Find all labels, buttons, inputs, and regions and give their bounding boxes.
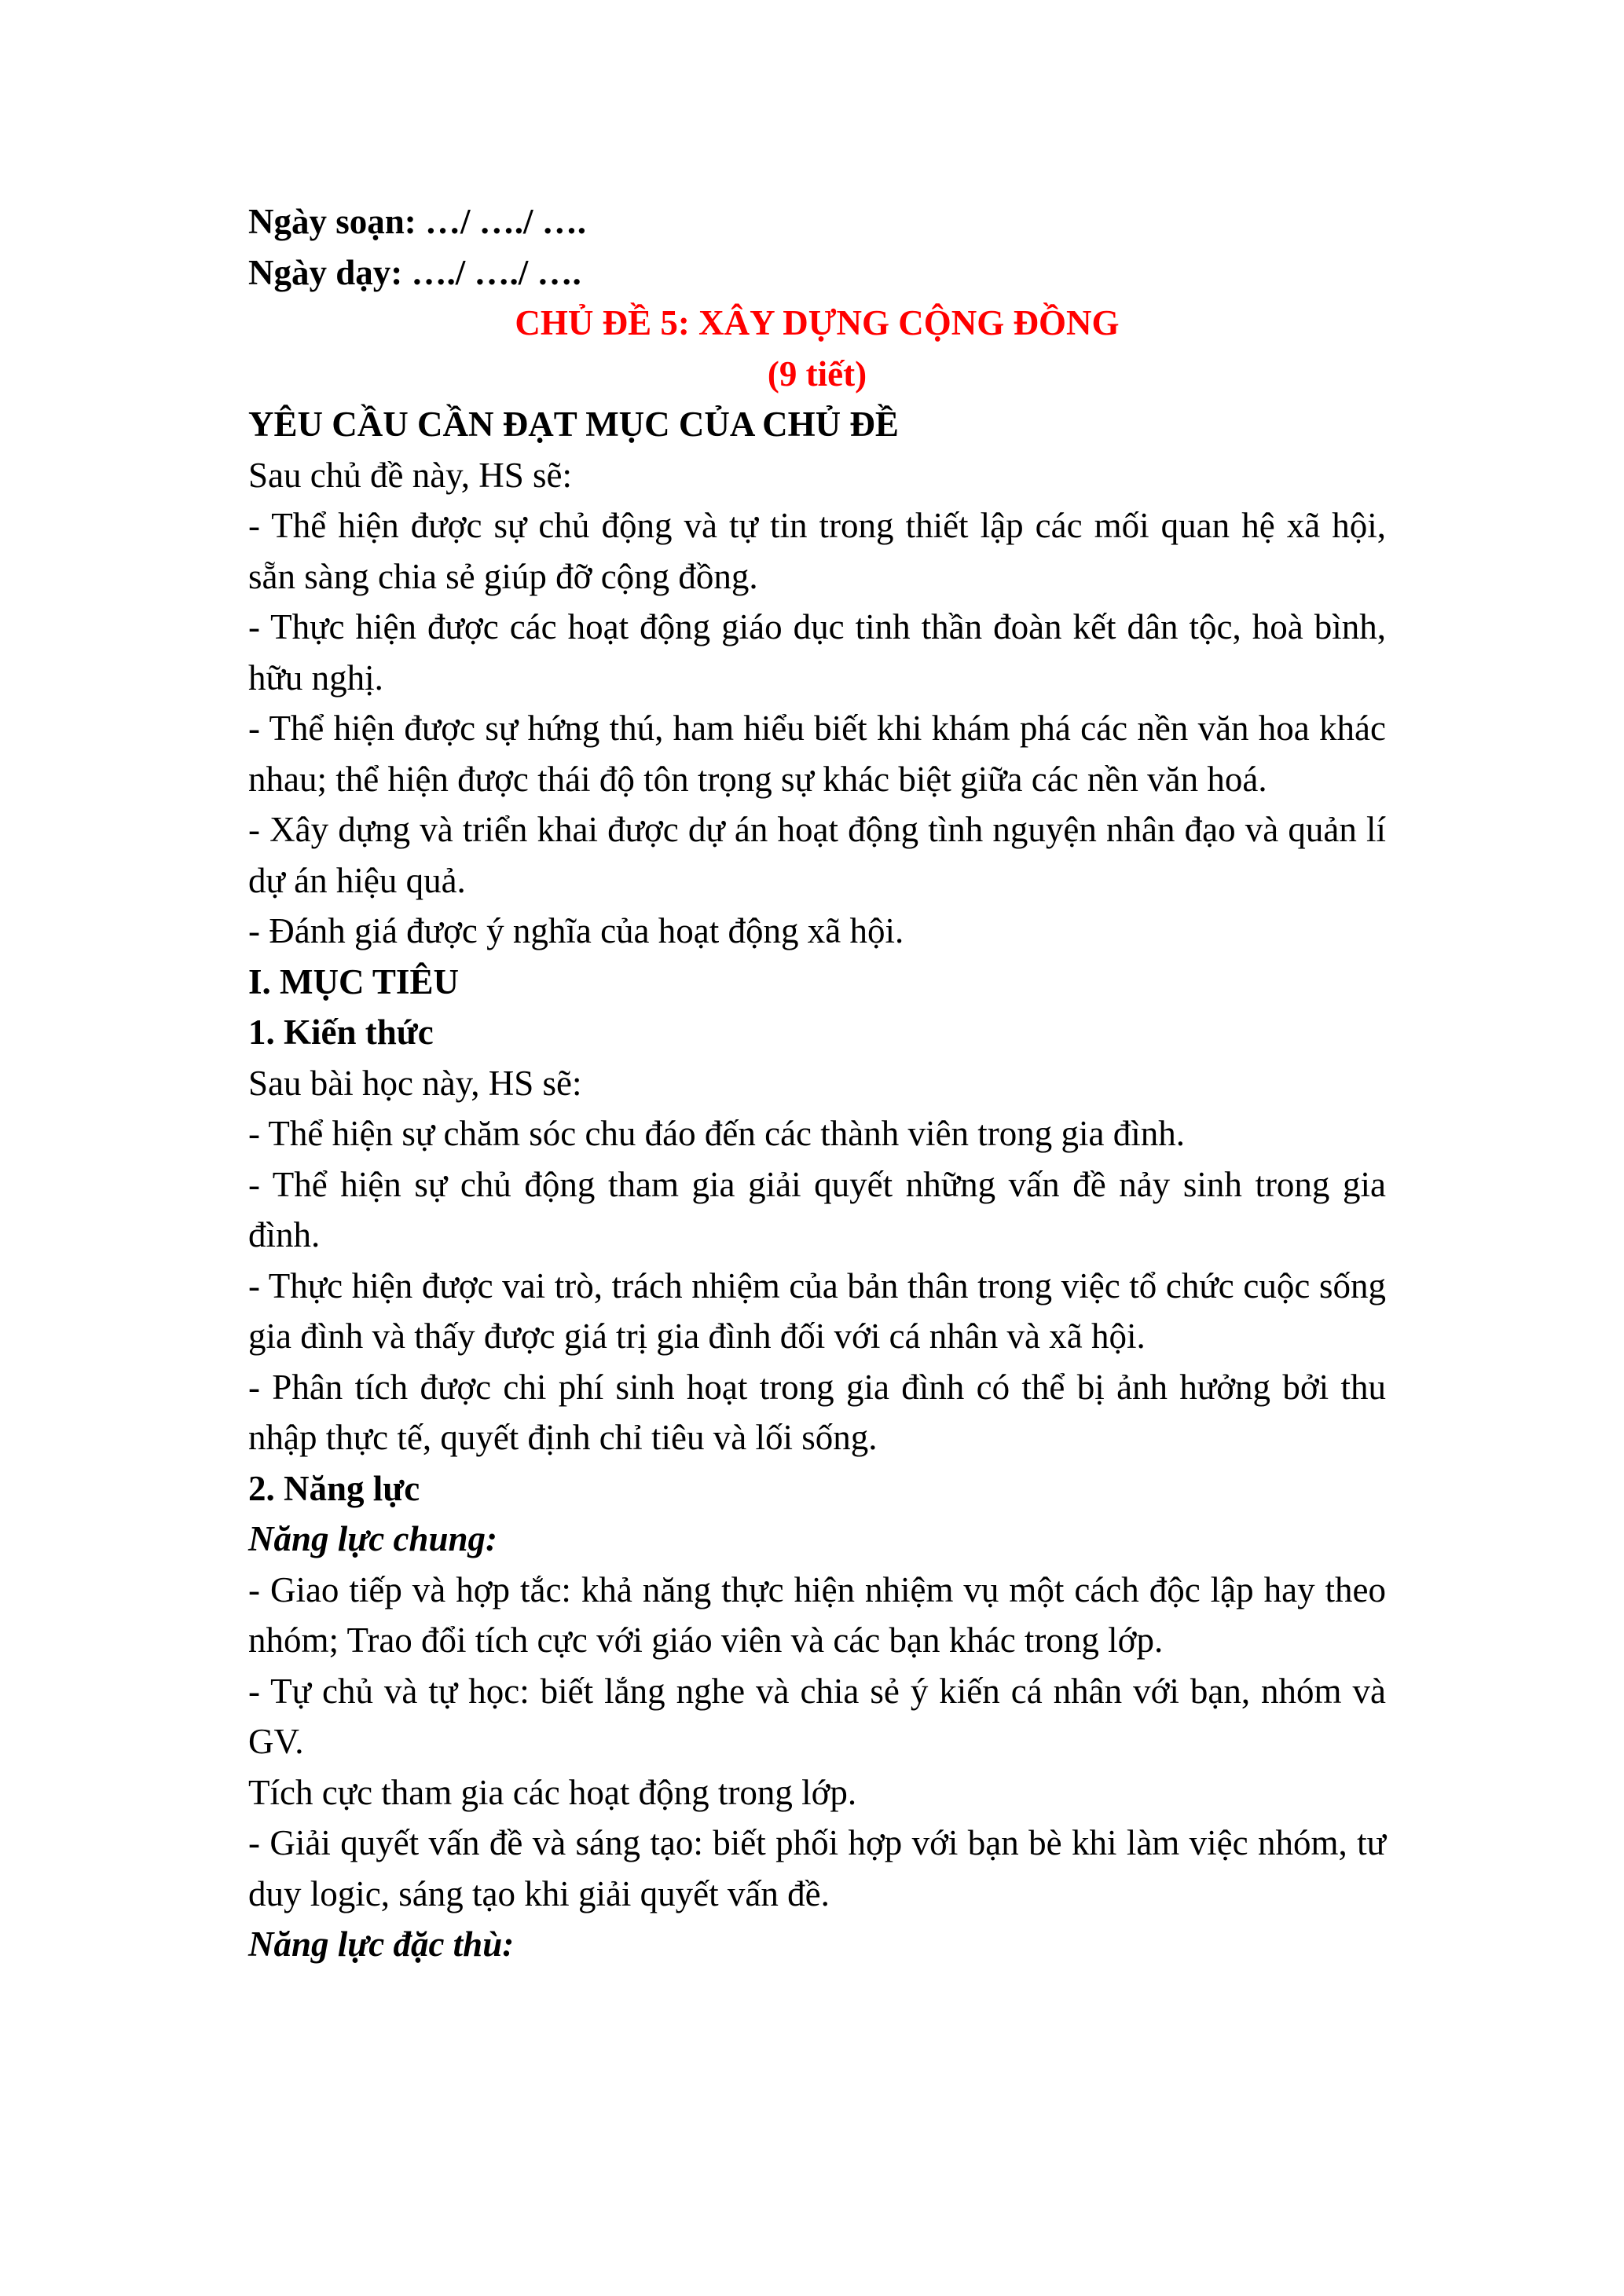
requirement-item: - Xây dựng và triển khai được dự án hoạt động tình nguyện nhân đạo và quản lí dự án hiệu quả. [248,810,1386,900]
requirement-item: - Thể hiện được sự chủ động và tự tin trong thiết lập các mối quan hệ xã hội, sẵn sàng chia sẻ giúp đỡ cộng đồng. [248,506,1386,596]
requirement-item: - Thể hiện được sự hứng thú, ham hiểu biết khi khám phá các nền văn hoa khác nhau; thể hiện được thái độ tôn trọng sự khác biệt giữa các nền văn hoá. [248,709,1386,799]
ngay-day: Ngày dạy: …./ …./ …. [248,252,581,292]
knowledge-heading: 1. Kiến thức [248,1013,434,1052]
general-competency-item: - Giao tiếp và hợp tắc: khả năng thực hiện nhiệm vụ một cách độc lập hay theo nhóm; Trao đổi tích cực với giáo viên và các bạn khác trong lớp. [248,1569,1386,1660]
general-competency-item: Tích cực tham gia các hoạt động trong lớp. [248,1772,857,1812]
topic-title: CHỦ ĐỀ 5: XÂY DỰNG CỘNG ĐỒNG [515,303,1120,342]
requirements-intro: Sau chủ đề này, HS sẽ: [248,455,573,495]
general-competency-heading: Năng lực chung: [248,1519,497,1558]
knowledge-item: - Thực hiện được vai trò, trách nhiệm của bản thân trong việc tổ chức cuộc sống gia đình và thấy được giá trị gia đình đối với cá nhân và xã hội. [248,1265,1386,1356]
specific-competency-heading: Năng lực đặc thù: [248,1924,515,1964]
requirement-item: - Thực hiện được các hoạt động giáo dục tinh thần đoàn kết dân tộc, hoà bình, hữu nghị. [248,607,1386,698]
section-objectives-heading: I. MỤC TIÊU [248,961,459,1002]
document-content [248,196,1386,1970]
competency-heading: 2. Năng lực [248,1468,420,1508]
knowledge-intro: Sau bài học này, HS sẽ: [248,1063,582,1103]
general-competency-item: - Giải quyết vấn đề và sáng tạo: biết phối hợp với bạn bè khi làm việc nhóm, tư duy logic, sáng tạo khi giải quyết vấn đề. [248,1823,1386,1913]
knowledge-item: - Phân tích được chi phí sinh hoạt trong gia đình có thể bị ảnh hưởng bởi thu nhập thực tế, quyết định chỉ tiêu và lối sống. [248,1367,1386,1457]
ngay-soan: Ngày soạn: …/ …./ …. [248,202,587,241]
requirements-heading: YÊU CẦU CẦN ĐẠT MỤC CỦA CHỦ ĐỀ [248,405,899,444]
topic-periods: (9 tiết) [767,353,867,394]
requirement-item: - Đánh giá được ý nghĩa của hoạt động xã hội. [248,911,904,950]
knowledge-item: - Thể hiện sự chủ động tham gia giải quyết những vấn đề nảy sinh trong gia đình. [248,1164,1386,1254]
general-competency-item: - Tự chủ và tự học: biết lắng nghe và chia sẻ ý kiến cá nhân với bạn, nhóm và GV. [248,1671,1386,1761]
knowledge-item: - Thể hiện sự chăm sóc chu đáo đến các thành viên trong gia đình. [248,1114,1185,1153]
